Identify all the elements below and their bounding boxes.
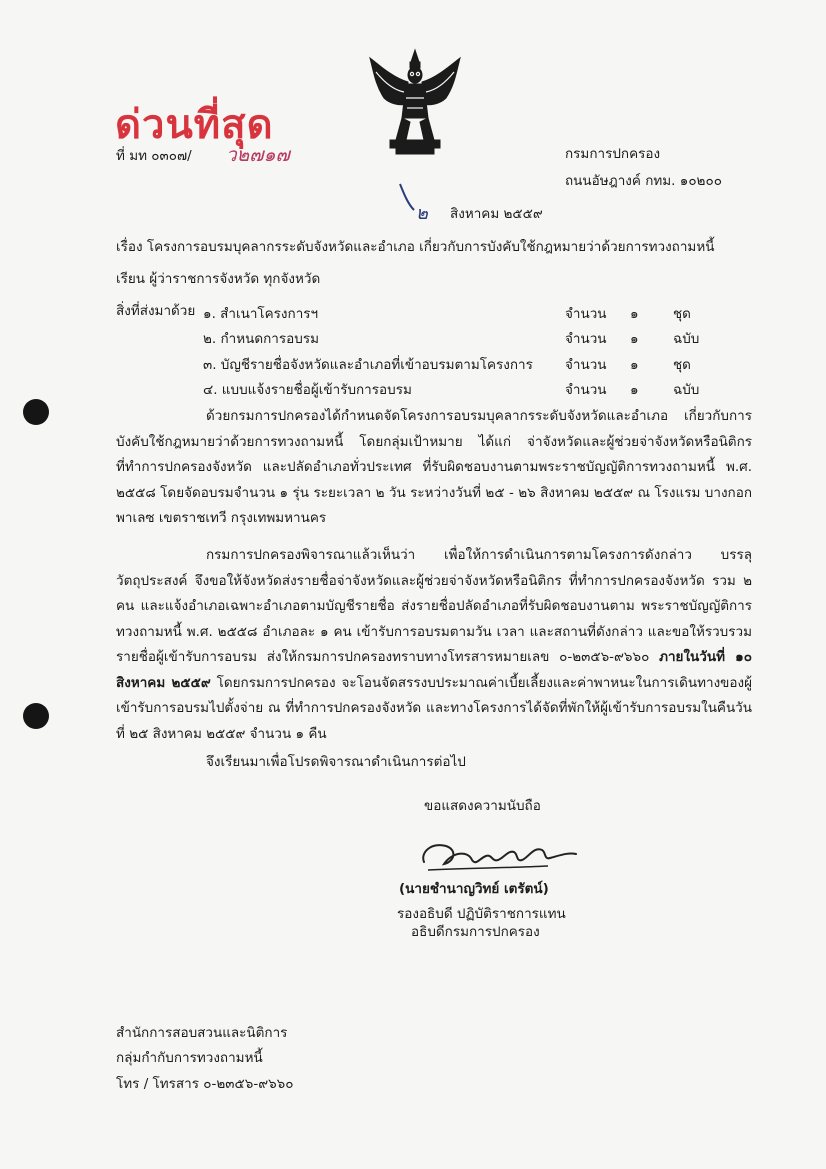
attachment-qty-label: จำนวน xyxy=(565,331,607,347)
subject-line: เรื่อง โครงการอบรมบุคลากรระดับจังหวัดและอำเภอ เกี่ยวกับการบังคับใช้กฎหมายว่าด้วยการทวงถามหนี้ xyxy=(116,239,715,255)
attachment-item: ๑. สำเนาโครงการฯ xyxy=(203,306,319,322)
attachment-qty-label: จำนวน xyxy=(565,357,607,373)
body-paragraph-2-text-a: กรมการปกครองพิจารณาแล้วเห็นว่า เพื่อให้การดำเนินการตามโครงการดังกล่าว บรรลุวัตถุประสงค์ จึงขอให้จังหวัดส่งรายชื่อจ่าจังหวัดและผู้ช่วยจ่าจังหวัดหรือนิติกร ที่ทำการปกครองจังหวัด รวม ๒ คน และแจ้งอำเภอเฉพาะอำเภอตามบัญชีรายชื่อ ส่งรายชื่อปลัดอำเภอที่รับผิดชอบงานตาม พระราชบัญญัติการทวงถามหนี้ พ.ศ. ๒๕๕๘ อำเภอละ ๑ คน เข้ารับการอบรมตามวัน เวลา และสถานที่ดังกล่าว และขอให้รวบรวมรายชื่อผู้เข้ารับการอบรม ส่งให้กรมการปกครองทราบทางโทรสารหมายเลข ๐-๒๓๕๖-๙๖๖๐ xyxy=(116,547,752,665)
body-paragraph-1 xyxy=(116,404,752,532)
handwritten-stroke-icon xyxy=(398,182,416,212)
sender-dept: กรมการปกครอง xyxy=(565,146,661,162)
body-paragraph-2 xyxy=(116,543,752,747)
attachment-qty: ๑ xyxy=(630,382,639,398)
attachment-qty: ๑ xyxy=(630,306,639,322)
attachment-row xyxy=(117,353,737,375)
body-paragraph-2-text-b: โดยกรมการปกครอง จะโอนจัดสรรงบประมาณค่าเบี้ยเลี้ยงและค่าพาหนะในการเดินทางของผู้เข้ารับการอบรมไปตั้งจ่าย ณ ที่ทำการปกครองจังหวัด และทางโครงการได้จัดที่พักให้ผู้เข้ารับการอบรมในคืนวันที่ ๒๕ สิงหาคม ๒๕๕๙ จำนวน ๑ คืน xyxy=(116,674,752,742)
attachment-unit: ฉบับ xyxy=(673,382,700,398)
deadline-highlight: ภายในวันที่ ๑๐ สิงหาคม ๒๕๕๙ xyxy=(116,649,752,691)
signatory-name: (นายชำนาญวิทย์ เตรัตน์) xyxy=(399,881,549,897)
attachment-row xyxy=(117,302,737,324)
doc-number-label: ที่ มท ๐๓๐๗/ xyxy=(116,148,192,164)
closing-salutation: ขอแสดงความนับถือ xyxy=(424,798,541,814)
date-month-year: สิงหาคม ๒๕๕๙ xyxy=(450,206,543,222)
recipient-line: เรียน ผู้ว่าราชการจังหวัด ทุกจังหวัด xyxy=(116,271,321,287)
date-day-handwritten: ๒ xyxy=(416,203,428,224)
signature-icon xyxy=(418,832,580,876)
doc-number-handwritten: ว๒๗๑๗ xyxy=(226,144,290,166)
attachment-row xyxy=(117,327,737,349)
footer-office: สำนักการสอบสวนและนิติการ xyxy=(116,1025,288,1041)
attachment-qty: ๑ xyxy=(630,331,639,347)
punch-hole-icon xyxy=(23,703,49,729)
punch-hole-icon xyxy=(23,399,49,425)
attachment-item: ๒. กำหนดการอบรม xyxy=(203,331,319,347)
attachment-qty-label: จำนวน xyxy=(565,306,607,322)
attachment-item: ๓. บัญชีรายชื่อจังหวัดและอำเภอที่เข้าอบรมตามโครงการ xyxy=(203,357,533,373)
signatory-position-2: อธิบดีกรมการปกครอง xyxy=(411,924,540,940)
attachment-qty-label: จำนวน xyxy=(565,382,607,398)
attachment-unit: ชุด xyxy=(673,306,691,322)
footer-group: กลุ่มกำกับการทวงถามหนี้ xyxy=(116,1050,263,1066)
sender-address: ถนนอัษฎางค์ กทม. ๑๐๒๐๐ xyxy=(565,173,722,189)
attachment-qty: ๑ xyxy=(630,357,639,373)
attachment-unit: ฉบับ xyxy=(673,331,700,347)
footer-contact: โทร / โทรสาร ๐-๒๓๕๖-๙๖๖๐ xyxy=(116,1076,294,1092)
garuda-emblem-icon xyxy=(366,48,464,158)
attachment-item: ๔. แบบแจ้งรายชื่อผู้เข้ารับการอบรม xyxy=(203,382,412,398)
signatory-position-1: รองอธิบดี ปฏิบัติราชการแทน xyxy=(397,906,566,922)
body-paragraph-1-text: ด้วยกรมการปกครองได้กำหนดจัดโครงการอบรมบุคลากรระดับจังหวัดและอำเภอ เกี่ยวกับการบังคับใช้กฎหมายว่าด้วยการทวงถามหนี้ โดยกลุ่มเป้าหมาย ได้แก่ จ่าจังหวัดและผู้ช่วยจ่าจังหวัดหรือนิติกร ที่ทำการปกครองจังหวัด และปลัดอำเภอทั่วประเทศ ที่รับผิดชอบงานตามพระราชบัญญัติการทวงถามหนี้ พ.ศ. ๒๕๕๘ โดยจัดอบรมจำนวน ๑ รุ่น ระยะเวลา ๒ วัน ระหว่างวันที่ ๒๕ - ๒๖ สิงหาคม ๒๕๕๙ ณ โรงแรม บางกอกพาเลซ เขตราชเทวี กรุงเทพมหานคร xyxy=(116,408,752,526)
attachments-label: สิ่งที่ส่งมาด้วย xyxy=(116,303,196,319)
attachment-unit: ชุด xyxy=(673,357,691,373)
body-paragraph-3: จึงเรียนมาเพื่อโปรดพิจารณาดำเนินการต่อไป xyxy=(206,754,466,770)
urgency-stamp: ด่วนที่สุด xyxy=(115,102,274,148)
attachment-row xyxy=(117,378,737,400)
